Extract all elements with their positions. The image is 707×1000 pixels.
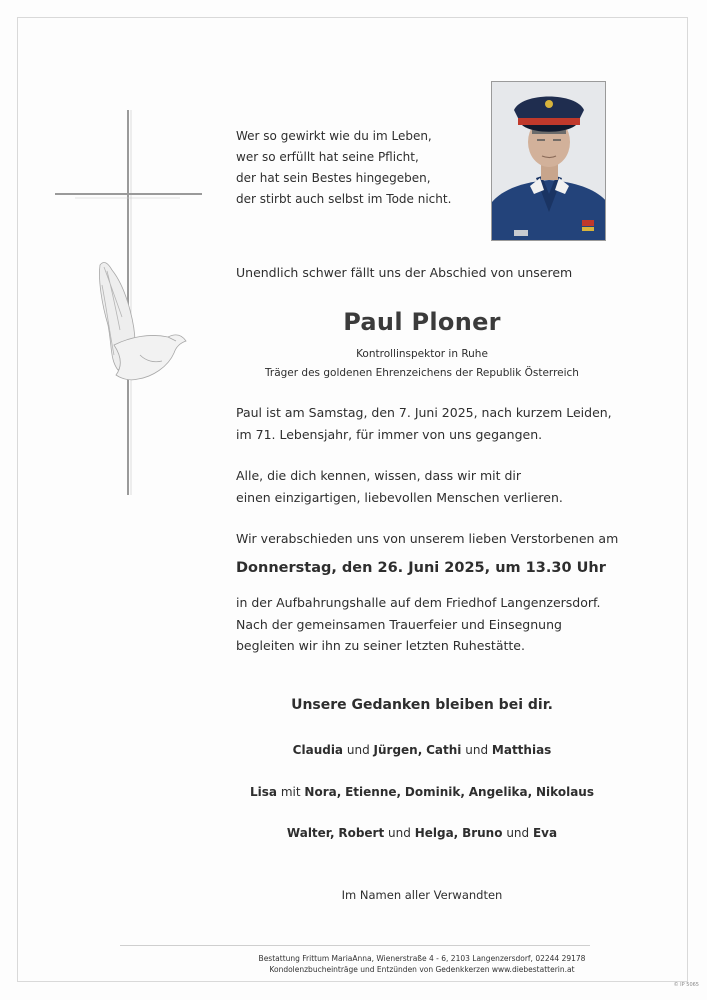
tribute-line: einen einzigartigen, liebevollen Menschen verlieren. xyxy=(236,489,563,505)
dove-icon xyxy=(114,335,186,380)
relatives-signature: Im Namen aller Verwandten xyxy=(341,888,503,902)
tribute-line: Alle, die dich kennen, wissen, dass wir mit dir xyxy=(236,468,522,483)
funeral-home-address: Bestattung Frittum MariaAnna, Wienerstraße 4 - 6, 2103 Langenzersdorf, 02244 29178 xyxy=(258,954,586,963)
thoughts-heading: Unsere Gedanken bleiben bei dir. xyxy=(291,697,553,713)
title-honor: Träger des goldenen Ehrenzeichens der Republik Österreich xyxy=(265,367,579,379)
cross-icon xyxy=(55,110,202,495)
family-name: Angelika, xyxy=(468,785,533,799)
ceremony-line: begleiten wir ihn zu seiner letzten Ruhestätte. xyxy=(236,638,525,653)
family-connector: und xyxy=(465,743,489,757)
ceremony-date: Donnerstag, den 26. Juni 2025, um 13.30 Uhr xyxy=(236,560,606,576)
family-connector: und xyxy=(388,826,411,840)
family-line-3 xyxy=(236,826,608,840)
copyright-mark: © IP 5065 xyxy=(673,982,699,988)
family-name: Bruno xyxy=(462,826,503,840)
family-name: Nikolaus xyxy=(536,785,594,799)
family-connector: und xyxy=(346,743,370,757)
family-line-2 xyxy=(236,785,608,799)
family-name: Walter, xyxy=(286,826,335,840)
family-name: Helga, xyxy=(414,826,459,840)
farewell-intro xyxy=(236,528,618,550)
family-line-1 xyxy=(236,743,608,757)
ceremony-details xyxy=(236,592,601,657)
passing-line: im 71. Lebensjahr, für immer von uns gegangen. xyxy=(236,426,543,442)
family-name: Etienne, xyxy=(345,785,402,799)
condolence-website: Kondolenzbucheinträge und Entzünden von Gedenkkerzen www.diebestatterin.at xyxy=(269,965,575,974)
poem-line: der stirbt auch selbst im Tode nicht. xyxy=(236,192,452,206)
family-name: Dominik, xyxy=(404,785,465,799)
portrait-photo xyxy=(491,81,606,241)
family-name: Eva xyxy=(532,826,558,840)
ceremony-line: in der Aufbahrungshalle auf dem Friedhof Langenzersdorf. xyxy=(236,595,601,610)
tribute-text xyxy=(236,465,563,508)
farewell-line: Wir verabschieden uns von unserem lieben Verstorbenen am xyxy=(236,531,619,546)
title-rank: Kontrollinspektor in Ruhe xyxy=(356,348,488,360)
portrait-image xyxy=(492,82,606,241)
deceased-name: Paul Ploner xyxy=(343,308,501,336)
family-connector: mit xyxy=(280,785,301,799)
family-name: Claudia xyxy=(292,743,344,757)
family-name: Matthias xyxy=(491,743,552,757)
footer-divider xyxy=(120,945,590,946)
family-connector: und xyxy=(506,826,530,840)
family-name: Jürgen, xyxy=(373,743,423,757)
passing-notice xyxy=(236,402,612,445)
poem-line: Wer so gewirkt wie du im Leben, xyxy=(236,129,432,143)
poem-line: wer so erfüllt hat seine Pflicht, xyxy=(236,150,419,164)
passing-line: Paul ist am Samstag, den 7. Juni 2025, nach kurzem Leiden, xyxy=(236,405,612,420)
ceremony-line: Nach der gemeinsamen Trauerfeier und Einsegnung xyxy=(236,616,562,632)
family-name: Nora, xyxy=(304,785,342,799)
poem-line: der hat sein Bestes hingegeben, xyxy=(236,171,431,185)
family-name: Robert xyxy=(338,826,385,840)
memorial-artwork xyxy=(50,105,210,500)
intro-text: Unendlich schwer fällt uns der Abschied von unserem xyxy=(236,265,573,280)
family-name: Lisa xyxy=(250,785,278,799)
poem xyxy=(236,126,451,210)
family-name: Cathi xyxy=(426,743,462,757)
